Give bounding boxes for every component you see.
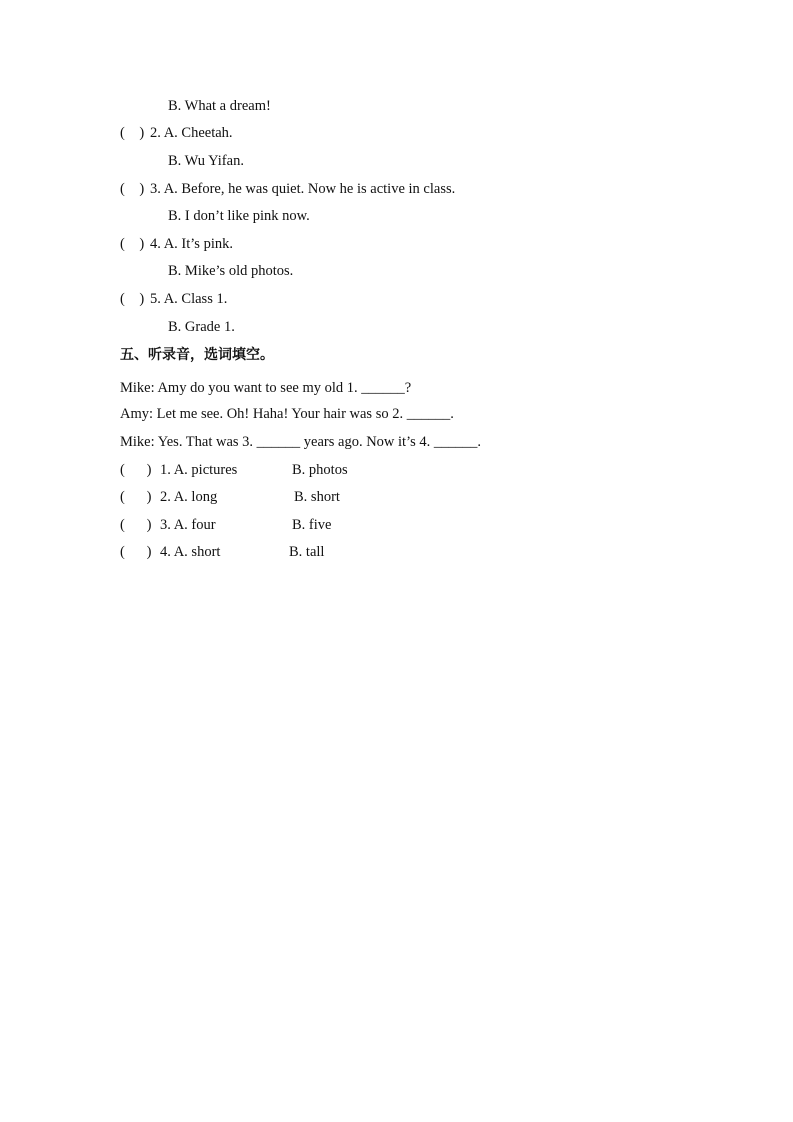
section-five-heading: 五、听录音，选词填空。 [120, 347, 274, 363]
q4-paren: ( ) [120, 236, 145, 252]
option-row-paren: ( ) [120, 489, 152, 505]
q3-paren: ( ) [120, 181, 145, 197]
q4-option-a: 4. A. It’s pink. [150, 236, 233, 252]
option-b: B. short [294, 489, 340, 505]
option-a: 1. A. pictures [160, 462, 238, 478]
q2-paren: ( ) [120, 125, 145, 141]
dialogue-line: Amy: Let me see. Oh! Haha! Your hair was so 2. ______. [120, 406, 454, 422]
q4-option-b: B. Mike’s old photos. [168, 263, 294, 279]
option-b: B. photos [292, 462, 348, 478]
q3-option-a: 3. A. Before, he was quiet. Now he is active in class. [150, 181, 456, 197]
option-row-paren: ( ) [120, 517, 152, 533]
q5-option-b: B. Grade 1. [168, 319, 235, 335]
option-row-paren: ( ) [120, 462, 152, 478]
dialogue-line: Mike: Amy do you want to see my old 1. ______? [120, 380, 412, 396]
q1-option-b: B. What a dream! [168, 98, 271, 114]
option-b: B. tall [289, 544, 325, 560]
q5-option-a: 5. A. Class 1. [150, 291, 228, 307]
q2-option-a: 2. A. Cheetah. [150, 125, 233, 141]
option-a: 4. A. short [160, 544, 221, 560]
option-row-paren: ( ) [120, 544, 152, 560]
option-a: 3. A. four [160, 517, 216, 533]
q2-option-b: B. Wu Yifan. [168, 153, 244, 169]
dialogue-line: Mike: Yes. That was 3. ______ years ago. Now it’s 4. ______. [120, 434, 482, 450]
option-a: 2. A. long [160, 489, 218, 505]
q3-option-b: B. I don’t like pink now. [168, 208, 310, 224]
q5-paren: ( ) [120, 291, 145, 307]
option-b: B. five [292, 517, 332, 533]
